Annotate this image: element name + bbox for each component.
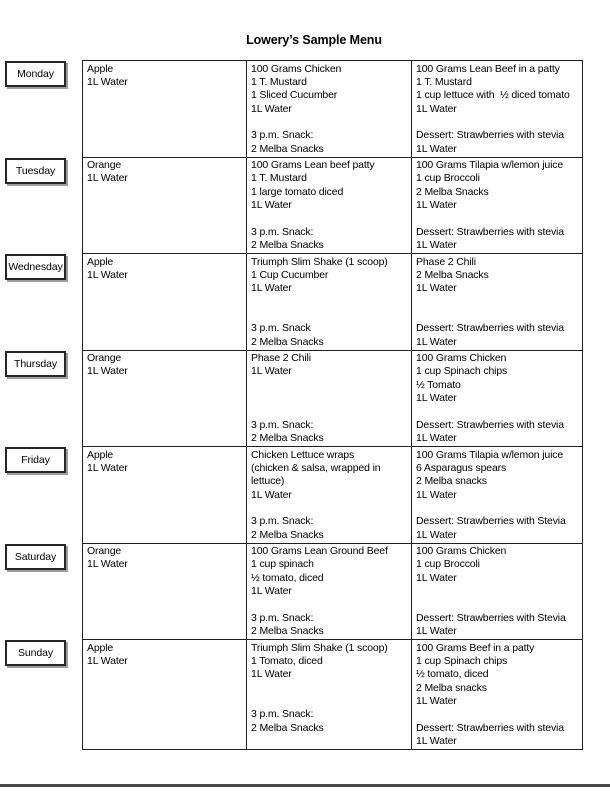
- menu-item-line: 1L Water: [416, 625, 457, 638]
- lunch-cell-monday: [247, 61, 412, 158]
- menu-table: [82, 60, 583, 750]
- menu-item-line: 100 Grams Tilapia w/lemon juice: [416, 159, 564, 171]
- breakfast-cell-monday: [83, 61, 247, 158]
- menu-item-line: [251, 406, 408, 419]
- menu-item-line: [251, 392, 408, 405]
- menu-item-line: 2 Melba snacks: [416, 475, 487, 488]
- menu-item-line: Apple: [87, 641, 114, 654]
- menu-item-line: 3 p.m. Snack:: [251, 129, 314, 142]
- menu-item-line: Dessert: Strawberries with stevia: [416, 721, 564, 734]
- menu-item-line: 1 cup Broccoli: [416, 558, 480, 571]
- menu-item-line: 2 Melba Snacks: [251, 721, 324, 734]
- menu-item-line: 2 Melba Snacks: [251, 432, 324, 445]
- menu-item-line: Dessert: Strawberries with stevia: [416, 322, 564, 335]
- menu-item-line: 1 cup spinach: [251, 558, 314, 571]
- menu-item-line: Dessert: Strawberries with stevia: [416, 225, 564, 238]
- menu-item-line: 1 T. Mustard: [251, 75, 307, 88]
- menu-item-line: 1 Cup Cucumber: [251, 268, 329, 281]
- breakfast-cell-sunday: [83, 640, 247, 749]
- menu-item-line: [251, 116, 408, 129]
- menu-item-line: 1 Tomato, diced: [251, 654, 323, 667]
- menu-item-line: 2 Melba Snacks: [251, 142, 324, 155]
- menu-item-line: 1 cup Broccoli: [416, 172, 480, 185]
- menu-item-line: 100 Grams Tilapia w/lemon juice: [416, 448, 564, 461]
- menu-item-line: ½ Tomato: [416, 378, 461, 391]
- menu-item-line: 100 Grams Chicken: [416, 545, 507, 557]
- day-label-tuesday: Tuesday: [5, 158, 66, 184]
- menu-item-line: 1 Sliced Cucumber: [251, 89, 338, 102]
- menu-item-line: 3 p.m. Snack:: [251, 515, 314, 528]
- menu-item-line: 1L Water: [416, 392, 457, 405]
- menu-item-line: Orange: [87, 352, 122, 364]
- menu-item-line: 1L Water: [251, 102, 292, 115]
- menu-item-line: 3 p.m. Snack:: [251, 225, 314, 238]
- breakfast-cell-friday: [83, 447, 247, 544]
- lunch-cell-wednesday: [247, 254, 412, 351]
- menu-item-line: 1L Water: [87, 558, 128, 571]
- menu-item-line: 2 Melba Snacks: [251, 625, 324, 638]
- menu-item-line: 2 Melba Snacks: [416, 185, 489, 198]
- menu-item-line: 3 p.m. Snack:: [251, 708, 314, 721]
- menu-item-line: 1L Water: [416, 282, 457, 295]
- day-label-saturday: Saturday: [5, 544, 66, 570]
- menu-item-line: Apple: [87, 255, 114, 268]
- menu-item-line: lettuce): [251, 475, 285, 488]
- menu-item-line: 1 cup Spinach chips: [416, 365, 508, 378]
- menu-item-line: 1L Water: [416, 239, 457, 252]
- menu-item-line: [251, 599, 408, 612]
- menu-item-line: [416, 708, 579, 721]
- menu-item-line: 3 p.m. Snack:: [251, 418, 314, 431]
- dinner-cell-monday: [412, 61, 582, 158]
- day-label-thursday: Thursday: [5, 351, 66, 377]
- menu-item-line: Phase 2 Chili: [416, 255, 476, 268]
- day-label-wednesday: Wednesday: [5, 254, 66, 280]
- menu-item-line: 1L Water: [416, 432, 457, 445]
- menu-item-line: Triumph Slim Shake (1 scoop): [251, 255, 388, 268]
- menu-item-line: 1L Water: [87, 172, 128, 185]
- menu-item-line: 1 cup lettuce with ½ diced tomato: [416, 89, 570, 102]
- menu-item-line: Dessert: Strawberries with Stevia: [416, 515, 566, 528]
- menu-item-line: 1 T. Mustard: [416, 75, 472, 88]
- menu-item-line: 100 Grams Lean Beef in a patty: [416, 62, 560, 75]
- menu-item-line: Dessert: Strawberries with stevia: [416, 418, 564, 431]
- dinner-cell-thursday: [412, 351, 582, 448]
- day-label-monday: Monday: [5, 61, 66, 87]
- breakfast-cell-tuesday: [83, 158, 247, 255]
- menu-item-line: 1L Water: [87, 461, 128, 474]
- menu-item-line: [416, 116, 579, 129]
- menu-item-line: 100 Grams Chicken: [416, 352, 507, 364]
- menu-item-line: 2 Melba snacks: [416, 681, 487, 694]
- lunch-cell-tuesday: [247, 158, 412, 255]
- menu-item-line: 1L Water: [416, 695, 457, 708]
- menu-item-line: [416, 585, 579, 598]
- menu-item-line: Dessert: Strawberries with stevia: [416, 129, 564, 142]
- dinner-cell-saturday: [412, 544, 582, 641]
- lunch-cell-sunday: [247, 640, 412, 749]
- menu-item-line: Orange: [87, 159, 122, 171]
- page-edge-bar: [0, 784, 610, 787]
- menu-item-line: 1 cup Spinach chips: [416, 654, 508, 667]
- menu-item-line: 2 Melba Snacks: [251, 528, 324, 541]
- menu-item-line: (chicken & salsa, wrapped in: [251, 461, 381, 474]
- menu-item-line: 1L Water: [416, 488, 457, 501]
- menu-item-line: [416, 296, 579, 309]
- menu-item-line: [416, 309, 579, 322]
- menu-item-line: 100 Grams Lean Ground Beef: [251, 545, 388, 557]
- lunch-cell-thursday: [247, 351, 412, 448]
- breakfast-cell-thursday: [83, 351, 247, 448]
- menu-item-line: 1L Water: [416, 142, 457, 155]
- menu-item-line: Dessert: Strawberries with Stevia: [416, 611, 566, 624]
- menu-item-line: [416, 599, 579, 612]
- menu-item-line: 1 T. Mustard: [251, 172, 307, 185]
- lunch-cell-saturday: [247, 544, 412, 641]
- dinner-cell-friday: [412, 447, 582, 544]
- lunch-cell-friday: [247, 447, 412, 544]
- menu-item-line: 1L Water: [251, 668, 292, 681]
- menu-item-line: 1L Water: [251, 488, 292, 501]
- menu-item-line: [251, 379, 408, 392]
- menu-item-line: 1L Water: [87, 268, 128, 281]
- menu-item-line: 100 Grams Chicken: [251, 62, 342, 75]
- menu-item-line: Phase 2 Chili: [251, 352, 311, 364]
- menu-item-line: [251, 695, 408, 708]
- menu-item-line: 1L Water: [87, 654, 128, 667]
- menu-item-line: 6 Asparagus spears: [416, 461, 507, 474]
- menu-item-line: 100 Grams Lean beef patty: [251, 159, 375, 171]
- menu-item-line: [416, 406, 579, 419]
- dinner-cell-wednesday: [412, 254, 582, 351]
- menu-item-line: [251, 502, 408, 515]
- breakfast-cell-wednesday: [83, 254, 247, 351]
- menu-item-line: Apple: [87, 448, 114, 461]
- day-label-sunday: Sunday: [5, 640, 66, 666]
- menu-item-line: 1 large tomato diced: [251, 185, 344, 198]
- menu-item-line: [251, 296, 408, 309]
- menu-item-line: 1L Water: [416, 335, 457, 348]
- menu-item-line: 2 Melba Snacks: [251, 335, 324, 348]
- dinner-cell-sunday: [412, 640, 582, 749]
- menu-item-line: Apple: [87, 62, 114, 75]
- menu-item-line: 1L Water: [87, 365, 128, 378]
- menu-item-line: 1L Water: [251, 199, 292, 212]
- menu-item-line: [416, 213, 579, 226]
- menu-item-line: 1L Water: [87, 75, 128, 88]
- day-label-friday: Friday: [5, 447, 66, 473]
- menu-item-line: ½ tomato, diced: [251, 571, 324, 584]
- menu-item-line: [251, 682, 408, 695]
- menu-item-line: 1L Water: [416, 571, 457, 584]
- menu-item-line: 3 p.m. Snack: [251, 322, 311, 335]
- menu-item-line: [416, 502, 579, 515]
- menu-item-line: 2 Melba Snacks: [251, 239, 324, 252]
- menu-item-line: 1L Water: [416, 528, 457, 541]
- menu-item-line: Chicken Lettuce wraps: [251, 448, 355, 461]
- menu-item-line: 1L Water: [251, 365, 292, 378]
- menu-item-line: [251, 213, 408, 226]
- menu-item-line: [251, 309, 408, 322]
- menu-item-line: 1L Water: [416, 102, 457, 115]
- menu-item-line: Triumph Slim Shake (1 scoop): [251, 641, 388, 654]
- dinner-cell-tuesday: [412, 158, 582, 255]
- menu-item-line: 1L Water: [416, 735, 457, 748]
- menu-item-line: 3 p.m. Snack:: [251, 611, 314, 624]
- page-title: Lowery’s Sample Menu: [246, 33, 382, 47]
- breakfast-cell-saturday: [83, 544, 247, 641]
- menu-item-line: 1L Water: [251, 282, 292, 295]
- menu-item-line: 1L Water: [416, 199, 457, 212]
- menu-item-line: Orange: [87, 545, 122, 557]
- menu-item-line: 100 Grams Beef in a patty: [416, 641, 535, 654]
- menu-item-line: ½ tomato, diced: [416, 668, 489, 681]
- menu-item-line: 1L Water: [251, 585, 292, 598]
- menu-item-line: 2 Melba Snacks: [416, 268, 489, 281]
